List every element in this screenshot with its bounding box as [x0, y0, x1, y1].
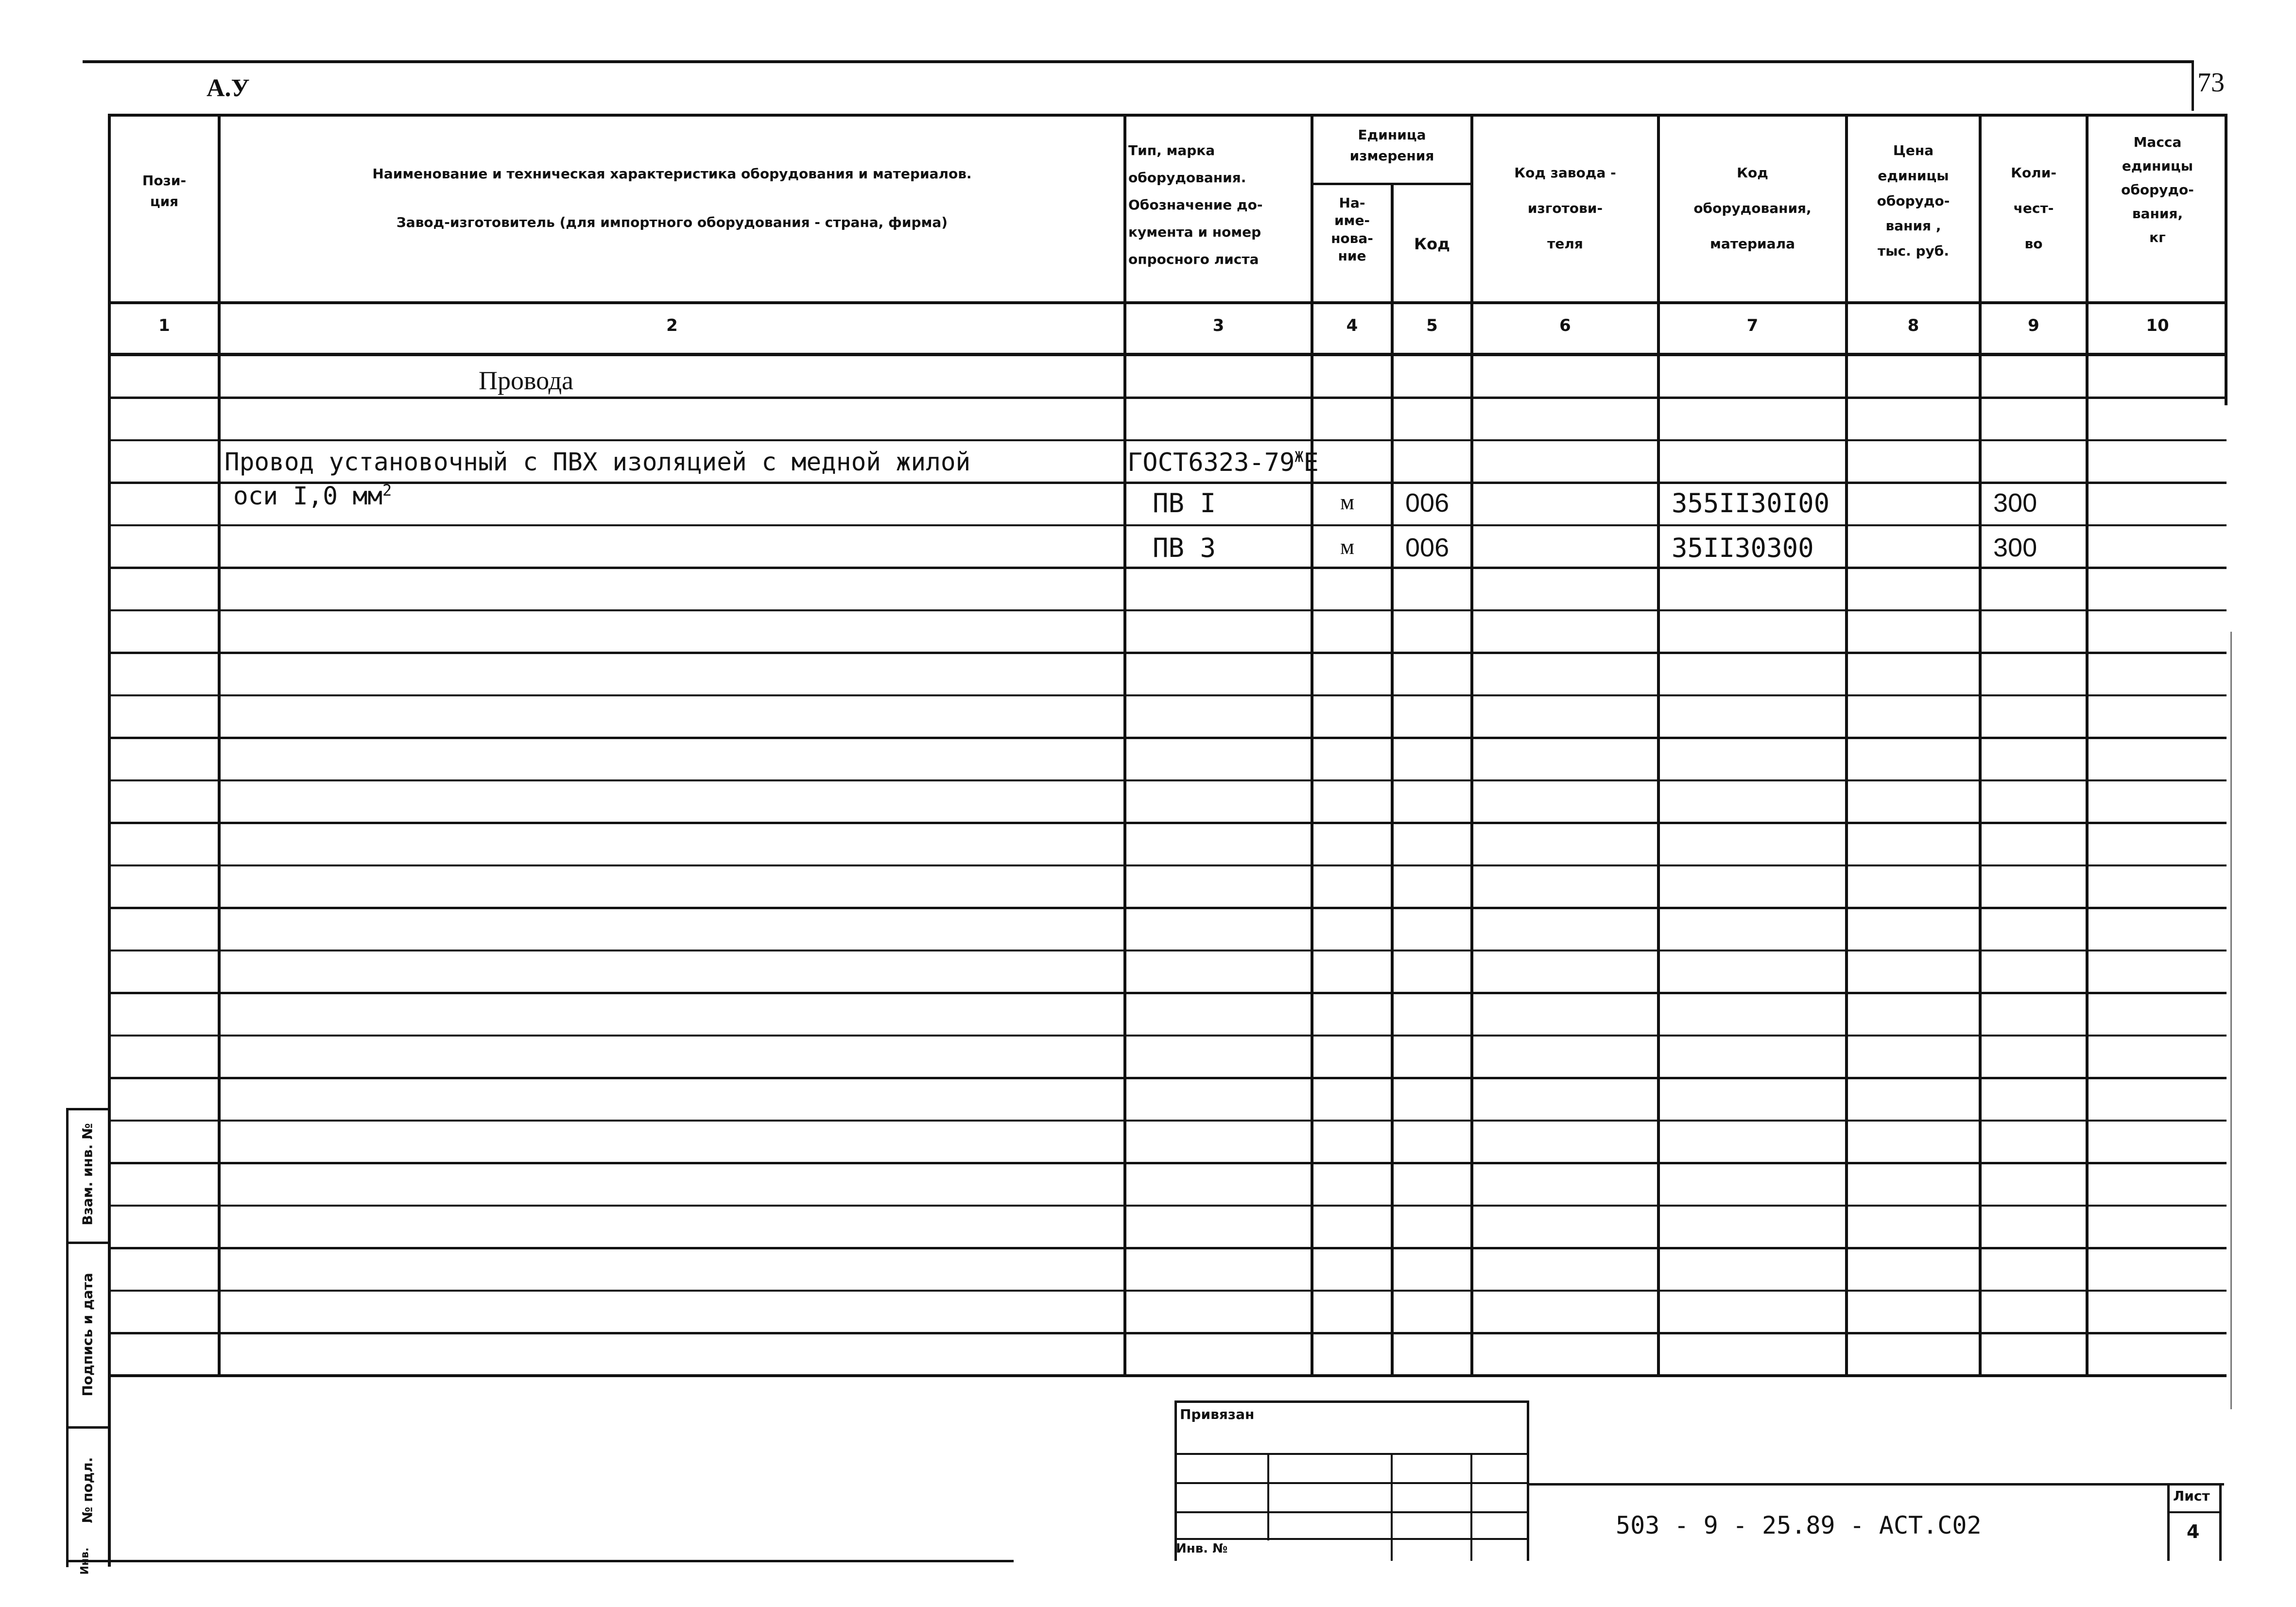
header-qty: Коли- чест- во [2011, 165, 2056, 252]
colnum-5: 5 [1426, 316, 1438, 335]
table-row-line [108, 992, 2227, 994]
table-row-line [108, 1077, 2227, 1079]
colnum-7: 7 [1746, 316, 1759, 335]
item-description-line2 [233, 481, 392, 511]
stamp-col-2 [1391, 1453, 1393, 1561]
sheet-label: Лист [2173, 1488, 2210, 1504]
stamp-inv-label: Инв. № [1176, 1541, 1228, 1556]
stamp-bound-label: Привязан [1180, 1406, 1255, 1422]
sheet-value: 4 [2187, 1521, 2200, 1542]
sheet-box-mid [2167, 1511, 2222, 1513]
table-row-line [108, 822, 2227, 824]
entry-1-qty: 300 [1993, 488, 2037, 518]
header-unit-code: Код [1414, 235, 1450, 253]
table-row-line [108, 1035, 2227, 1037]
document-code: 503 - 9 - 25.89 - АСТ.С02 [1616, 1511, 1982, 1539]
table-row-line [108, 1290, 2227, 1292]
entry-1-type: ПВ I [1153, 488, 1216, 518]
entry-1-unit-code: 006 [1405, 488, 1450, 518]
table-row-line [108, 652, 2227, 654]
standard-suffix: Е [1303, 448, 1319, 477]
side-label-sign: Подпись и дата [79, 1273, 96, 1397]
top-rule [83, 60, 2192, 63]
col-divider-9 [2086, 114, 2089, 1377]
page-number-box-left [2192, 60, 2194, 111]
header-equip-code: Код оборудования, материала [1693, 165, 1812, 252]
entry-2-type: ПВ 3 [1153, 533, 1216, 563]
stamp-right [1527, 1400, 1529, 1561]
col-divider-7 [1845, 114, 1848, 1377]
stamp-col-3 [1470, 1453, 1472, 1561]
bottom-border [66, 1560, 1014, 1562]
standard-sup: Ж [1295, 449, 1304, 466]
col-divider-6 [1657, 114, 1660, 1377]
sheet-mark: А.У [207, 74, 250, 102]
title-block-top [1529, 1483, 2224, 1486]
table-row-line [108, 1247, 2227, 1249]
stamp-row-4 [1174, 1538, 1529, 1540]
sheet-box-right [2219, 1483, 2222, 1561]
side-label-podl: № подл. [79, 1457, 96, 1523]
sheet-box-left [2167, 1483, 2170, 1561]
unit-group-split [1311, 183, 1473, 185]
table-row-line [108, 439, 2227, 441]
stamp-row-3 [1174, 1511, 1529, 1513]
table-row-line [108, 1162, 2227, 1164]
header-unit-group: Единица измерения [1349, 127, 1434, 164]
header-name-line1: Наименование и техническая характеристика оборудования и материалов. [372, 166, 972, 182]
colnum-4: 4 [1346, 316, 1358, 335]
entry-1-unit: м [1340, 489, 1355, 514]
table-row-line [108, 1332, 2227, 1334]
col-divider-1 [218, 114, 221, 1377]
table-row-line [108, 694, 2227, 696]
colnum-8: 8 [1907, 316, 1919, 335]
right-margin-line [2230, 632, 2232, 1409]
side-strip-sep2 [66, 1426, 111, 1429]
colnum-6: 6 [1559, 316, 1571, 335]
standard-text: ГОСТ6323-79 [1127, 448, 1295, 477]
table-row-line [108, 907, 2227, 909]
header-type: Тип, марка оборудования. Обозначение до- кумента и номер опросного листа [1128, 142, 1263, 267]
table-row-line [108, 950, 2227, 951]
table-row-line [108, 737, 2227, 739]
header-name-line2: Завод-изготовитель (для импортного оборудования - страна, фирма) [396, 214, 948, 230]
entry-1-equip-code: 355II30I00 [1672, 488, 1830, 518]
stamp-top [1174, 1400, 1529, 1403]
header-plant-code: Код завода - изготови- теля [1514, 165, 1616, 252]
header-bottom-border [108, 301, 2227, 304]
table-row-line [108, 397, 2227, 399]
col-divider-3 [1311, 114, 1313, 1377]
table-row-line [108, 609, 2227, 611]
header-price: Цена единицы оборудо- вания , тыс. руб. [1877, 142, 1950, 259]
header-unit-name: На- име- нова- ние [1331, 195, 1373, 264]
page-number: 73 [2197, 68, 2225, 98]
colnum-9: 9 [2028, 316, 2039, 335]
entry-2-equip-code: 35II30300 [1672, 533, 1814, 563]
table-row-line [108, 864, 2227, 866]
numbers-bottom-border [108, 353, 2227, 356]
colnum-2: 2 [666, 316, 678, 335]
table-body-bottom [108, 1374, 2227, 1377]
table-row-line [108, 1120, 2227, 1122]
colnum-1: 1 [158, 316, 170, 335]
item-description-line1: Провод установочный с ПВХ изоляцией с медной жилой [224, 448, 971, 477]
col-divider-5 [1470, 114, 1473, 1377]
colnum-3: 3 [1212, 316, 1225, 335]
entry-2-qty: 300 [1993, 533, 2037, 562]
col-divider-8 [1979, 114, 1982, 1377]
table-row-line [108, 1205, 2227, 1207]
header-position: Пози- ция [142, 173, 187, 210]
entry-2-unit: м [1340, 534, 1355, 559]
table-top-border [108, 114, 2227, 117]
side-label-vzam: Взам. инв. № [79, 1123, 96, 1226]
stamp-row-2 [1174, 1482, 1529, 1484]
table-row-line [108, 482, 2227, 484]
item-standard [1127, 448, 1319, 477]
item-line2-text: оси I,0 мм [233, 482, 383, 511]
stamp-col-1 [1267, 1453, 1269, 1540]
table-row-line [108, 779, 2227, 781]
side-strip-left [66, 1108, 69, 1567]
table-row-line [108, 567, 2227, 569]
table-row-line [108, 524, 2227, 526]
col-divider-2 [1123, 114, 1126, 1377]
section-title: Провода [479, 366, 574, 395]
stamp-left [1174, 1400, 1177, 1561]
item-line2-sup: 2 [382, 481, 392, 500]
entry-2-unit-code: 006 [1405, 533, 1450, 562]
stamp-row-1 [1174, 1453, 1529, 1455]
colnum-10: 10 [2146, 316, 2169, 335]
header-mass: Масса единицы оборудо- вания, кг [2121, 134, 2194, 245]
